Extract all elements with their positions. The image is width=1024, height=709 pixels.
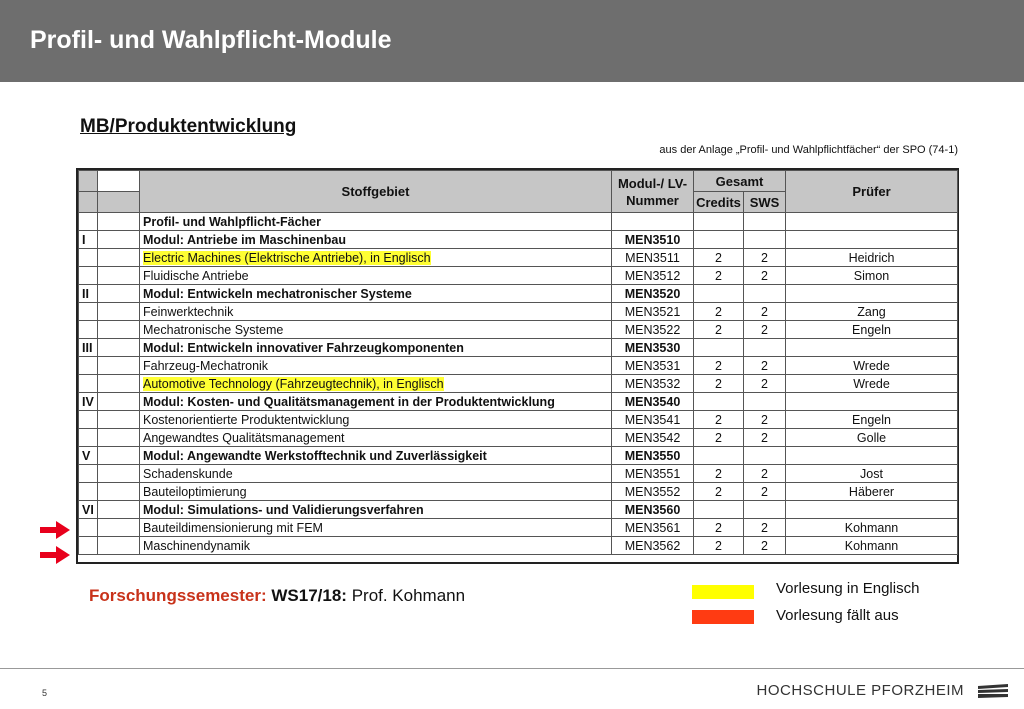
- table-row: [79, 411, 958, 429]
- row-credits-text: 2: [715, 304, 722, 319]
- footer-logo-text: HOCHSCHULE PFORZHEIM: [756, 682, 964, 699]
- row-sws-text: 2: [761, 304, 768, 319]
- row-title: [140, 249, 612, 267]
- row-spacer: [98, 267, 140, 285]
- row-title-text: Modul: Entwickeln mechatronischer Systeme: [143, 286, 412, 301]
- row-pruefer: [786, 393, 958, 411]
- row-code-text: MEN3541: [624, 412, 681, 427]
- row-pruefer: [786, 339, 958, 357]
- row-credits: [694, 537, 744, 555]
- row-spacer: [98, 231, 140, 249]
- row-pruefer: [786, 537, 958, 555]
- row-title: [140, 213, 612, 231]
- row-sws-text: 2: [761, 376, 768, 391]
- row-code: [612, 231, 694, 249]
- row-number: [79, 429, 98, 447]
- row-pruefer: [786, 285, 958, 303]
- row-code: [612, 519, 694, 537]
- table-row: [79, 537, 958, 555]
- table-row: [79, 501, 958, 519]
- red-arrow-icon: [40, 521, 70, 539]
- row-pruefer: [786, 267, 958, 285]
- row-spacer: [98, 321, 140, 339]
- table-body: [79, 213, 958, 555]
- header-stoffgebiet: Stoffgebiet: [140, 171, 612, 213]
- row-credits: [694, 519, 744, 537]
- row-credits: [694, 213, 744, 231]
- header-pruefer: Prüfer: [786, 171, 958, 213]
- forschungssemester-line: [89, 586, 465, 606]
- section-subtitle: MB/Produktentwicklung: [80, 116, 297, 137]
- row-title-text: Bauteiloptimierung: [143, 484, 247, 499]
- row-code-text: MEN3550: [624, 448, 681, 463]
- row-sws-text: 2: [761, 520, 768, 535]
- table-row: [79, 285, 958, 303]
- row-sws: [744, 231, 786, 249]
- row-code-text: MEN3510: [624, 232, 681, 247]
- row-title: [140, 267, 612, 285]
- row-number: [79, 285, 98, 303]
- header-modul: Modul-/ LV-Nummer: [612, 171, 694, 213]
- row-code: [612, 321, 694, 339]
- table-row: [79, 357, 958, 375]
- table-row: [79, 465, 958, 483]
- row-title: [140, 393, 612, 411]
- row-credits-text: 2: [715, 268, 722, 283]
- row-number-text: VI: [82, 502, 94, 517]
- table-row: [79, 231, 958, 249]
- row-sws: [744, 357, 786, 375]
- row-spacer: [98, 447, 140, 465]
- row-sws: [744, 303, 786, 321]
- row-sws: [744, 447, 786, 465]
- header-cell-blank: [79, 192, 98, 213]
- row-pruefer-text: Wrede: [853, 376, 890, 391]
- row-credits: [694, 231, 744, 249]
- row-code-text: MEN3540: [624, 394, 681, 409]
- row-credits: [694, 411, 744, 429]
- row-code: [612, 249, 694, 267]
- row-sws-text: 2: [761, 430, 768, 445]
- row-credits-text: 2: [715, 376, 722, 391]
- row-title-text: Feinwerktechnik: [143, 304, 234, 319]
- row-code-text: MEN3521: [624, 304, 681, 319]
- row-pruefer: [786, 501, 958, 519]
- hs-logo-icon: [978, 684, 1008, 698]
- legend-label-cancelled: Vorlesung fällt aus: [776, 607, 899, 624]
- row-code: [612, 285, 694, 303]
- row-number: [79, 357, 98, 375]
- row-credits: [694, 501, 744, 519]
- table-row: [79, 267, 958, 285]
- row-pruefer: [786, 321, 958, 339]
- row-spacer: [98, 303, 140, 321]
- row-credits: [694, 303, 744, 321]
- row-number: [79, 411, 98, 429]
- row-title-text: Modul: Kosten- und Qualitätsmanagement in der Produktentwicklung: [143, 394, 555, 409]
- row-credits: [694, 339, 744, 357]
- row-pruefer: [786, 249, 958, 267]
- row-number: [79, 483, 98, 501]
- legend-swatch-cancelled: [692, 610, 754, 624]
- forschungssemester-person: Prof. Kohmann: [351, 586, 466, 605]
- row-pruefer-text: Kohmann: [844, 520, 899, 535]
- row-number: [79, 465, 98, 483]
- row-code: [612, 483, 694, 501]
- table-row: [79, 339, 958, 357]
- page-number: 5: [42, 688, 48, 698]
- header-cell-blank: [98, 192, 140, 213]
- row-pruefer-text: Zang: [857, 304, 886, 319]
- module-table: [76, 168, 959, 564]
- row-code: [612, 357, 694, 375]
- row-number-text: IV: [82, 394, 94, 409]
- row-spacer: [98, 537, 140, 555]
- header-credits: Credits: [694, 192, 744, 213]
- table-row: [79, 483, 958, 501]
- row-credits: [694, 249, 744, 267]
- row-sws-text: 2: [761, 268, 768, 283]
- row-title-text: Fahrzeug-Mechatronik: [143, 358, 269, 373]
- header-bar: [0, 0, 1024, 82]
- row-spacer: [98, 357, 140, 375]
- row-sws: [744, 321, 786, 339]
- row-sws: [744, 483, 786, 501]
- table-row: [79, 393, 958, 411]
- row-number: [79, 375, 98, 393]
- row-code: [612, 267, 694, 285]
- row-sws-text: 2: [761, 250, 768, 265]
- row-code-text: MEN3511: [625, 250, 680, 265]
- row-code-text: MEN3542: [624, 430, 681, 445]
- row-pruefer: [786, 357, 958, 375]
- row-pruefer-text: Jost: [860, 466, 883, 481]
- row-pruefer: [786, 213, 958, 231]
- row-title: [140, 231, 612, 249]
- row-number: [79, 537, 98, 555]
- row-number-text: I: [82, 232, 86, 247]
- row-spacer: [98, 213, 140, 231]
- row-number-text: III: [82, 340, 93, 355]
- row-title: [140, 339, 612, 357]
- row-number: [79, 249, 98, 267]
- row-code-text: MEN3551: [624, 466, 681, 481]
- row-credits-text: 2: [715, 484, 722, 499]
- footer-divider: [0, 668, 1024, 669]
- row-title-text: Modul: Angewandte Werkstofftechnik und Zuverlässigkeit: [143, 448, 487, 463]
- row-sws: [744, 501, 786, 519]
- row-pruefer: [786, 465, 958, 483]
- row-sws-text: 2: [761, 412, 768, 427]
- row-number: [79, 339, 98, 357]
- row-pruefer-text: Heidrich: [848, 250, 895, 265]
- row-code-text: MEN3561: [624, 520, 681, 535]
- row-title: [140, 519, 612, 537]
- legend-swatch-english: [692, 585, 754, 599]
- header-gesamt: Gesamt: [694, 171, 786, 192]
- row-sws: [744, 339, 786, 357]
- row-title: [140, 321, 612, 339]
- row-sws: [744, 267, 786, 285]
- row-pruefer-text: Häberer: [848, 484, 895, 499]
- row-spacer: [98, 249, 140, 267]
- row-spacer: [98, 519, 140, 537]
- row-title: [140, 411, 612, 429]
- row-code: [612, 213, 694, 231]
- row-sws: [744, 249, 786, 267]
- row-code: [612, 393, 694, 411]
- row-title: [140, 501, 612, 519]
- row-credits-text: 2: [715, 322, 722, 337]
- row-number: [79, 213, 98, 231]
- row-spacer: [98, 465, 140, 483]
- row-number: [79, 393, 98, 411]
- legend-label-english: Vorlesung in Englisch: [776, 580, 920, 597]
- row-code: [612, 411, 694, 429]
- row-number: [79, 519, 98, 537]
- row-number: [79, 501, 98, 519]
- header-sws: SWS: [744, 192, 786, 213]
- row-sws: [744, 519, 786, 537]
- red-arrow-icon: [40, 546, 70, 564]
- row-pruefer: [786, 303, 958, 321]
- row-credits-text: 2: [715, 412, 722, 427]
- row-number: [79, 303, 98, 321]
- row-code-text: MEN3520: [624, 286, 681, 301]
- table-row: [79, 321, 958, 339]
- row-code: [612, 303, 694, 321]
- row-code: [612, 447, 694, 465]
- row-credits-text: 2: [715, 466, 722, 481]
- row-number: [79, 447, 98, 465]
- row-title: [140, 357, 612, 375]
- row-sws-text: 2: [761, 466, 768, 481]
- row-pruefer: [786, 231, 958, 249]
- row-title-text: Bauteildimensionierung mit FEM: [143, 520, 323, 535]
- page-title: Profil- und Wahlpflicht-Module: [30, 26, 392, 54]
- row-pruefer-text: Golle: [856, 430, 887, 445]
- row-credits-text: 2: [715, 430, 722, 445]
- header-cell-blank: [98, 171, 140, 192]
- row-credits-text: 2: [715, 538, 722, 553]
- row-code-text: MEN3512: [624, 268, 681, 283]
- row-title-text: Modul: Simulations- und Validierungsverfahren: [143, 502, 424, 517]
- row-credits: [694, 483, 744, 501]
- row-sws: [744, 375, 786, 393]
- row-spacer: [98, 375, 140, 393]
- row-code: [612, 537, 694, 555]
- row-title: [140, 537, 612, 555]
- row-title-text: Maschinendynamik: [143, 538, 250, 553]
- row-credits-text: 2: [715, 520, 722, 535]
- row-spacer: [98, 285, 140, 303]
- row-credits: [694, 285, 744, 303]
- row-title-text: Fluidische Antriebe: [143, 268, 249, 283]
- row-title-text: Mechatronische Systeme: [143, 322, 284, 337]
- table-row: [79, 519, 958, 537]
- row-number-text: II: [82, 286, 89, 301]
- row-sws-text: 2: [761, 358, 768, 373]
- row-credits: [694, 375, 744, 393]
- row-sws: [744, 429, 786, 447]
- table-row: [79, 447, 958, 465]
- forschungssemester-semester: WS17/18:: [271, 586, 347, 605]
- row-title: [140, 303, 612, 321]
- row-code-text: MEN3522: [624, 322, 681, 337]
- row-sws: [744, 285, 786, 303]
- row-sws-text: 2: [761, 538, 768, 553]
- row-title-text: Modul: Antriebe im Maschinenbau: [143, 232, 347, 247]
- row-pruefer: [786, 429, 958, 447]
- row-title: [140, 285, 612, 303]
- row-spacer: [98, 429, 140, 447]
- row-pruefer: [786, 375, 958, 393]
- row-sws: [744, 465, 786, 483]
- row-spacer: [98, 483, 140, 501]
- row-sws: [744, 393, 786, 411]
- row-credits-text: 2: [715, 250, 722, 265]
- table-row: [79, 303, 958, 321]
- row-pruefer: [786, 519, 958, 537]
- row-spacer: [98, 339, 140, 357]
- row-credits: [694, 321, 744, 339]
- row-pruefer-text: Engeln: [852, 322, 891, 337]
- row-title-text: Kostenorientierte Produktentwicklung: [143, 412, 350, 427]
- row-code-text: MEN3552: [624, 484, 681, 499]
- row-pruefer-text: Engeln: [852, 412, 891, 427]
- row-number: [79, 321, 98, 339]
- row-pruefer: [786, 411, 958, 429]
- source-note: aus der Anlage „Profil- und Wahlpflichtfächer“ der SPO (74-1): [659, 144, 958, 156]
- table-row: [79, 375, 958, 393]
- row-title-text: Automotive Technology (Fahrzeugtechnik), in Englisch: [143, 376, 444, 391]
- row-sws: [744, 213, 786, 231]
- row-title: [140, 465, 612, 483]
- row-code-text: MEN3532: [624, 376, 681, 391]
- row-code: [612, 465, 694, 483]
- row-title-text: Profil- und Wahlpflicht-Fächer: [143, 214, 322, 229]
- row-title: [140, 483, 612, 501]
- row-pruefer-text: Wrede: [853, 358, 890, 373]
- row-pruefer: [786, 447, 958, 465]
- row-title-text: Angewandtes Qualitätsmanagement: [143, 430, 345, 445]
- row-spacer: [98, 501, 140, 519]
- row-code: [612, 339, 694, 357]
- header-cell-blank: [79, 171, 98, 192]
- table-row: [79, 249, 958, 267]
- row-pruefer-text: Kohmann: [844, 538, 899, 553]
- row-spacer: [98, 411, 140, 429]
- row-credits: [694, 465, 744, 483]
- row-credits: [694, 447, 744, 465]
- row-code: [612, 501, 694, 519]
- table-row: [79, 429, 958, 447]
- row-code-text: MEN3562: [624, 538, 681, 553]
- row-credits: [694, 267, 744, 285]
- row-number-text: V: [82, 448, 91, 463]
- row-code: [612, 375, 694, 393]
- row-number: [79, 231, 98, 249]
- row-title: [140, 429, 612, 447]
- row-sws-text: 2: [761, 322, 768, 337]
- row-number: [79, 267, 98, 285]
- row-sws: [744, 411, 786, 429]
- row-sws-text: 2: [761, 484, 768, 499]
- row-code-text: MEN3530: [624, 340, 681, 355]
- forschungssemester-label: Forschungssemester:: [89, 586, 267, 605]
- row-sws: [744, 537, 786, 555]
- row-title-text: Modul: Entwickeln innovativer Fahrzeugkomponenten: [143, 340, 464, 355]
- row-pruefer-text: Simon: [853, 268, 890, 283]
- row-pruefer: [786, 483, 958, 501]
- row-spacer: [98, 393, 140, 411]
- row-title-text: Schadenskunde: [143, 466, 233, 481]
- row-title: [140, 447, 612, 465]
- row-code-text: MEN3531: [624, 358, 681, 373]
- row-title: [140, 375, 612, 393]
- row-credits: [694, 393, 744, 411]
- row-credits: [694, 357, 744, 375]
- row-credits: [694, 429, 744, 447]
- table-row: [79, 213, 958, 231]
- row-title-text: Electric Machines (Elektrische Antriebe), in Englisch: [143, 250, 431, 265]
- row-code: [612, 429, 694, 447]
- row-code-text: MEN3560: [624, 502, 681, 517]
- row-credits-text: 2: [715, 358, 722, 373]
